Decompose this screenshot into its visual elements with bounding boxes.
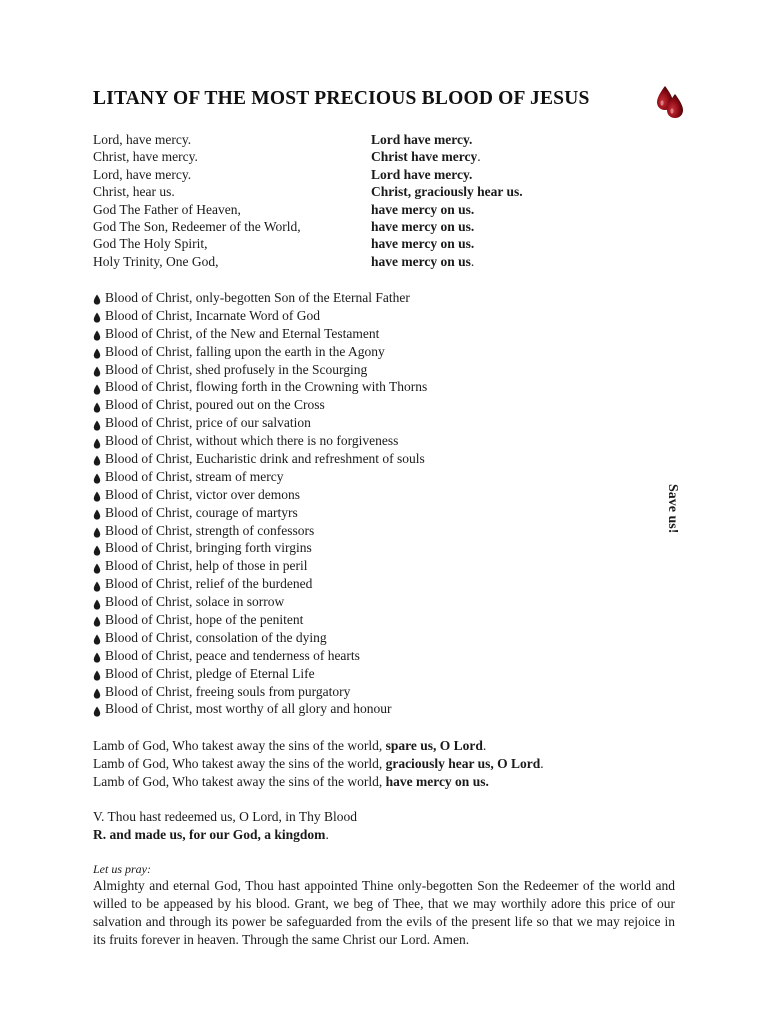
invocation-text: Lord, have mercy. [93,166,192,182]
litany-item [93,396,427,414]
litany-item-text: Blood of Christ, only-begotten Son of the Eternal Father [105,290,410,305]
drop-icon [93,310,101,321]
litany-list [93,289,427,718]
versicle-response [93,808,357,844]
litany-item-text: Blood of Christ, peace and tenderness of hearts [105,647,360,663]
litany-item-text: Blood of Christ, courage of martyrs [105,504,298,520]
litany-item-text: Blood of Christ, without which there is no forgiveness [105,433,399,449]
invocation-text: God The Father of Heaven, [93,201,241,217]
drop-icon [93,650,101,661]
litany-item-text: Blood of Christ, poured out on the Cross [105,397,325,413]
litany-item-text: Blood of Christ, shed profusely in the Scourging [105,361,368,377]
drop-icon [93,597,101,608]
invocation-text: Christ, hear us. [93,184,175,200]
response-text: Lord have mercy. [371,166,473,182]
litany-item [93,665,427,683]
litany-item-text: Blood of Christ, price of our salvation [105,415,311,431]
drop-icon [93,632,101,643]
litany-item [93,450,427,468]
litany-item-text: Blood of Christ, freeing souls from purgatory [105,683,351,699]
litany-item [93,378,427,396]
drop-icon [93,400,101,411]
drop-icon [93,543,101,554]
drop-icon [93,614,101,625]
litany-item [93,647,427,665]
litany-item-text: Blood of Christ, falling upon the earth in the Agony [105,343,385,359]
invocation-text: God The Holy Spirit, [93,236,208,252]
agnus-dei-line: Lamb of God, Who takest away the sins of the world, spare us, O Lord. [93,738,487,753]
response-text: Christ have mercy. [371,149,481,165]
litany-item [93,289,427,307]
agnus-dei [93,737,544,791]
litany-item-text: Blood of Christ, solace in sorrow [105,594,285,610]
response-text: have mercy on us. [371,236,475,252]
response-text: have mercy on us. [371,253,475,269]
litany-item [93,539,427,557]
drop-icon [93,418,101,429]
litany-item-text: Blood of Christ, consolation of the dying [105,629,327,645]
litany-item [93,361,427,379]
drop-icon [93,346,101,357]
litany-item [93,683,427,701]
drop-icon [93,525,101,536]
litany-item-text: Blood of Christ, most worthy of all glory and honour [105,701,392,717]
litany-item [93,575,427,593]
litany-item-text: Blood of Christ, of the New and Eternal Testament [105,325,380,341]
litany-item-text: Blood of Christ, help of those in peril [105,558,308,574]
response-text: have mercy on us. [371,218,475,234]
litany-item-text: Blood of Christ, flowing forth in the Crowning with Thorns [105,379,428,395]
drop-icon [93,668,101,679]
litany-item [93,522,427,540]
litany-item-text: Blood of Christ, Incarnate Word of God [105,307,320,323]
drop-icon [93,561,101,572]
litany-item [93,307,427,325]
response: R. and made us, for our God, a kingdom. [93,827,329,842]
agnus-dei-line: Lamb of God, Who takest away the sins of the world, graciously hear us, O Lord. [93,756,544,771]
litany-item-text: Blood of Christ, pledge of Eternal Life [105,665,315,681]
drop-icon [93,364,101,375]
drop-icon [93,686,101,697]
litany-response: Save us! [665,484,680,534]
invocation-text: Lord, have mercy. [93,132,192,147]
litany-item-text: Blood of Christ, relief of the burdened [105,576,313,592]
versicle: V. Thou hast redeemed us, O Lord, in Thy Blood [93,809,357,824]
response-text: have mercy on us. [371,201,475,217]
closing-prayer [93,861,675,949]
litany-item-text: Blood of Christ, stream of mercy [105,468,284,484]
litany-item [93,468,427,486]
blood-drops-icon [653,84,687,120]
litany-item-text: Blood of Christ, bringing forth virgins [105,540,312,556]
litany-item [93,414,427,432]
drop-icon [93,579,101,590]
litany-item [93,700,427,718]
response-text: Christ, graciously hear us. [371,184,523,200]
response-text: Lord have mercy. [371,132,473,147]
litany-item [93,432,427,450]
litany-item-text: Blood of Christ, strength of confessors [105,522,315,538]
invocation-text: Christ, have mercy. [93,149,198,165]
litany-item-text: Blood of Christ, Eucharistic drink and refreshment of souls [105,451,425,467]
litany-item [93,486,427,504]
invocation-text: Holy Trinity, One God, [93,253,219,269]
drop-icon [93,489,101,500]
prayer-text: Almighty and eternal God, Thou hast appointed Thine only-begotten Son the Redeemer of the world and willed to be appeased by his blood. Grant, we beg of Thee, that we may worthily adore this price of our salvation and through its power be safeguarded from the evils of the present life so that we may rejoice in its fruits forever in heaven. Through the same Christ our Lord. Amen. [93,878,675,947]
page-title: LITANY OF THE MOST PRECIOUS BLOOD OF JESUS [93,88,590,109]
invocation-text: God The Son, Redeemer of the World, [93,218,301,234]
litany-item [93,504,427,522]
litany-item [93,557,427,575]
drop-icon [93,453,101,464]
litany-item [93,593,427,611]
litany-item [93,325,427,343]
litany-item [93,629,427,647]
prayer-intro: Let us pray: [93,862,151,876]
drop-icon [93,704,101,715]
litany-item [93,611,427,629]
drop-icon [93,382,101,393]
drop-icon [93,328,101,339]
drop-icon [93,292,101,303]
litany-item [93,343,427,361]
agnus-dei-line: Lamb of God, Who takest away the sins of the world, have mercy on us. [93,774,489,789]
litany-item-text: Blood of Christ, hope of the penitent [105,612,304,628]
drop-icon [93,436,101,447]
drop-icon [93,507,101,518]
drop-icon [93,471,101,482]
litany-item-text: Blood of Christ, victor over demons [105,486,300,502]
